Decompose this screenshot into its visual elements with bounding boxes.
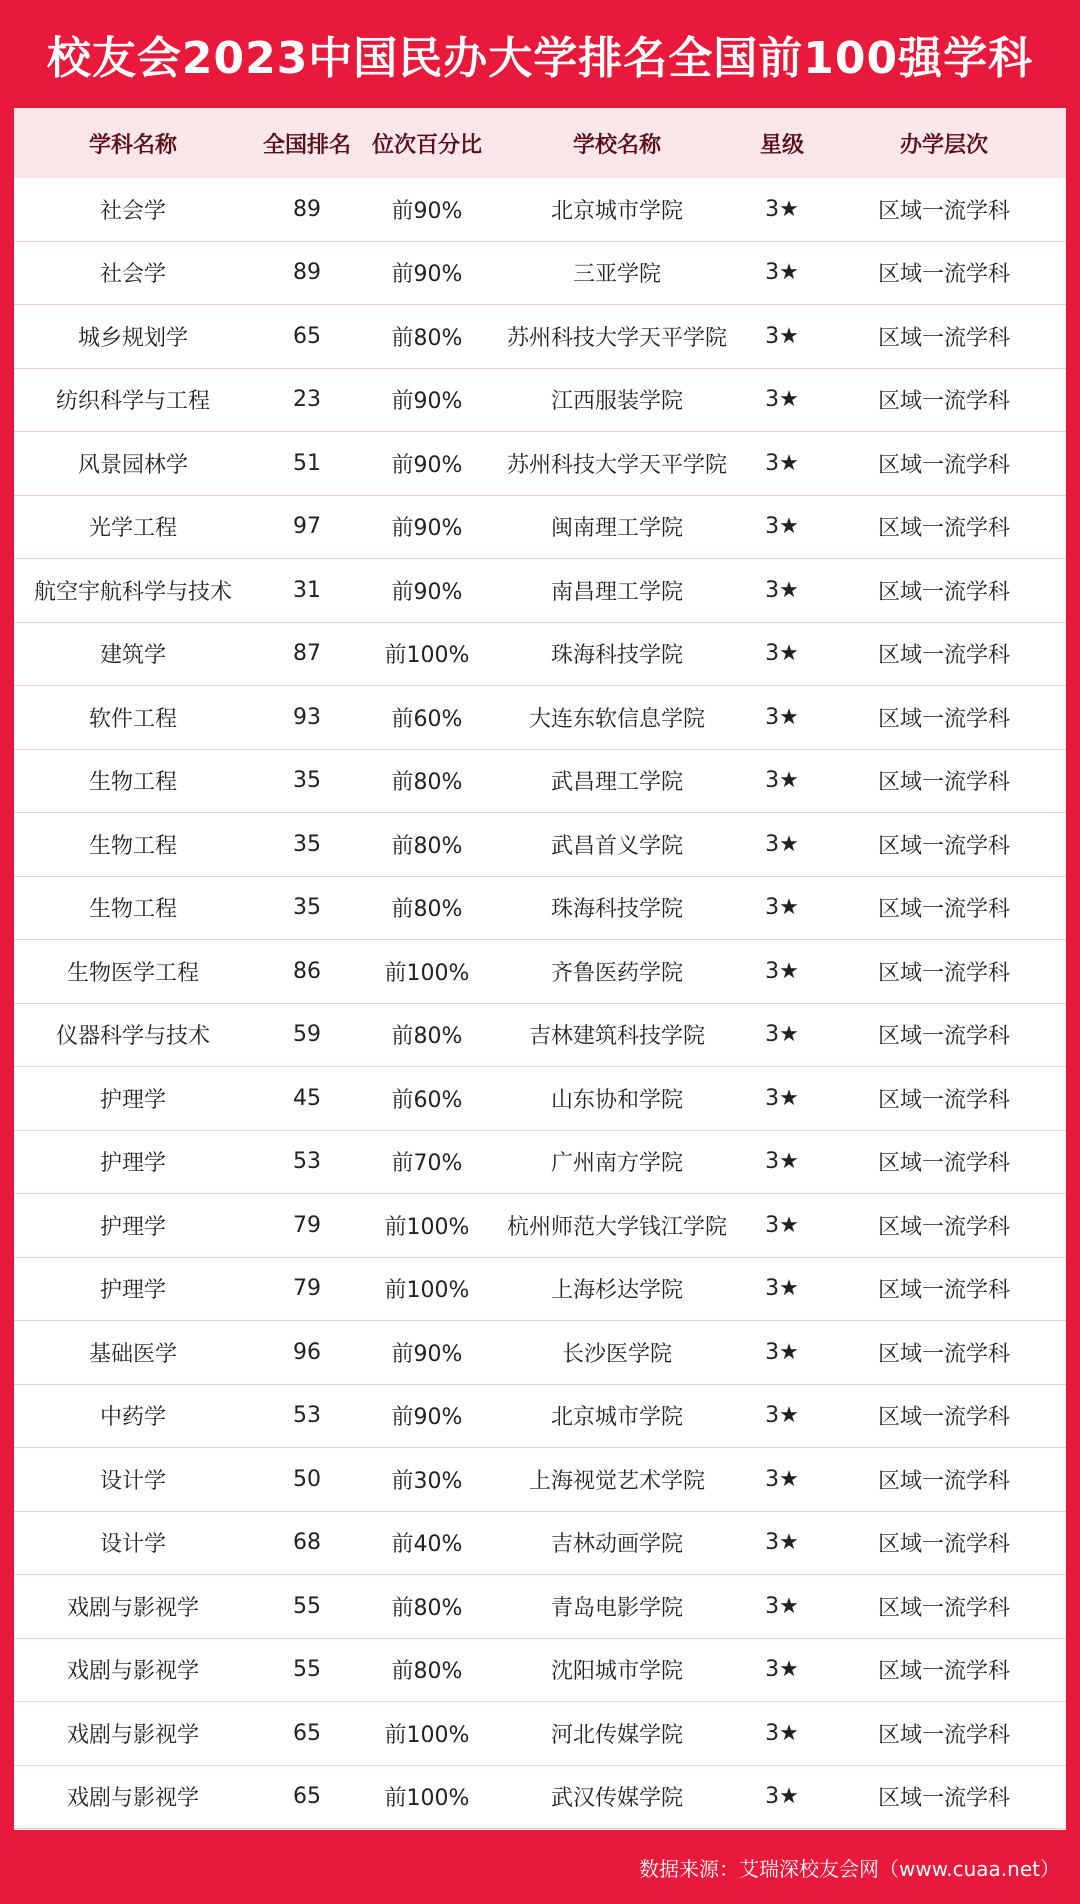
- table-row: [14, 305, 1066, 369]
- ranking-table: [14, 108, 1066, 1830]
- level-cell: 区域一流学科: [877, 1722, 1010, 1748]
- school-cell: 山东协和学院: [550, 1087, 683, 1113]
- star-cell: 3★: [765, 1466, 799, 1492]
- level-cell: 区域一流学科: [877, 1214, 1010, 1240]
- star-cell: 3★: [765, 1276, 799, 1302]
- school-cell: 珠海科技学院: [550, 643, 683, 669]
- table-row: [14, 623, 1066, 687]
- percentile-cell: 前90%: [391, 262, 463, 288]
- table-body: [14, 178, 1066, 1829]
- percentile-cell: 前100%: [384, 1722, 470, 1748]
- title-bar: [0, 0, 1080, 108]
- rank-cell: 31: [293, 577, 321, 603]
- star-cell: 3★: [765, 1784, 799, 1810]
- star-cell: 3★: [765, 196, 799, 222]
- percentile-cell: 前80%: [391, 833, 463, 859]
- rank-cell: 51: [293, 450, 321, 476]
- rank-cell: 59: [293, 1022, 321, 1048]
- data-source-note: 数据来源：艾瑞深校友会网（www.cuaa.net）: [639, 1856, 1060, 1881]
- star-cell: 3★: [765, 641, 799, 667]
- subject-cell: 生物工程: [88, 833, 177, 859]
- table-row: [14, 877, 1066, 941]
- rank-cell: 65: [293, 1720, 321, 1746]
- level-cell: 区域一流学科: [877, 1151, 1010, 1177]
- level-cell: 区域一流学科: [877, 262, 1010, 288]
- level-cell: 区域一流学科: [877, 198, 1010, 224]
- column-header-stars: 星级: [759, 132, 804, 158]
- subject-cell: 纺织科学与工程: [55, 389, 210, 415]
- level-cell: 区域一流学科: [877, 1532, 1010, 1558]
- rank-cell: 97: [293, 514, 321, 540]
- school-cell: 江西服装学院: [550, 389, 683, 415]
- star-cell: 3★: [765, 1530, 799, 1556]
- rank-cell: 65: [293, 323, 321, 349]
- table-row: [14, 940, 1066, 1004]
- table-row: [14, 559, 1066, 623]
- percentile-cell: 前100%: [384, 1786, 470, 1812]
- school-cell: 武昌理工学院: [550, 770, 683, 796]
- star-cell: 3★: [765, 1339, 799, 1365]
- school-cell: 北京城市学院: [550, 198, 683, 224]
- subject-cell: 社会学: [99, 262, 166, 288]
- subject-cell: 戏剧与影视学: [66, 1722, 199, 1748]
- school-cell: 苏州科技大学天平学院: [506, 325, 727, 351]
- school-cell: 河北传媒学院: [550, 1722, 683, 1748]
- rank-cell: 89: [293, 196, 321, 222]
- star-cell: 3★: [765, 577, 799, 603]
- percentile-cell: 前90%: [391, 452, 463, 478]
- rank-cell: 55: [293, 1593, 321, 1619]
- table-row: [14, 686, 1066, 750]
- subject-cell: 戏剧与影视学: [66, 1659, 199, 1685]
- table-row: [14, 1639, 1066, 1703]
- rank-cell: 79: [293, 1212, 321, 1238]
- level-cell: 区域一流学科: [877, 1468, 1010, 1494]
- subject-cell: 生物工程: [88, 897, 177, 923]
- table-row: [14, 1321, 1066, 1385]
- school-cell: 青岛电影学院: [550, 1595, 683, 1621]
- percentile-cell: 前60%: [391, 1087, 463, 1113]
- table-header: [14, 108, 1066, 178]
- table-row: [14, 1512, 1066, 1576]
- school-cell: 长沙医学院: [561, 1341, 672, 1367]
- school-cell: 闽南理工学院: [550, 516, 683, 542]
- table-row: [14, 1385, 1066, 1449]
- footer: [0, 1830, 1080, 1904]
- level-cell: 区域一流学科: [877, 1341, 1010, 1367]
- level-cell: 区域一流学科: [877, 389, 1010, 415]
- percentile-cell: 前80%: [391, 770, 463, 796]
- table-row: [14, 1004, 1066, 1068]
- rank-cell: 50: [293, 1466, 321, 1492]
- subject-cell: 城乡规划学: [77, 325, 188, 351]
- subject-cell: 社会学: [99, 198, 166, 224]
- school-cell: 杭州师范大学钱江学院: [506, 1214, 727, 1240]
- star-cell: 3★: [765, 450, 799, 476]
- percentile-cell: 前60%: [391, 706, 463, 732]
- level-cell: 区域一流学科: [877, 1405, 1010, 1431]
- star-cell: 3★: [765, 323, 799, 349]
- table-row: [14, 1448, 1066, 1512]
- rank-cell: 65: [293, 1784, 321, 1810]
- rank-cell: 93: [293, 704, 321, 730]
- subject-cell: 设计学: [99, 1532, 166, 1558]
- school-cell: 苏州科技大学天平学院: [506, 452, 727, 478]
- percentile-cell: 前90%: [391, 198, 463, 224]
- level-cell: 区域一流学科: [877, 1024, 1010, 1050]
- subject-cell: 基础医学: [88, 1341, 177, 1367]
- school-cell: 珠海科技学院: [550, 897, 683, 923]
- rank-cell: 89: [293, 260, 321, 286]
- level-cell: 区域一流学科: [877, 1786, 1010, 1812]
- school-cell: 沈阳城市学院: [550, 1659, 683, 1685]
- subject-cell: 仪器科学与技术: [55, 1024, 210, 1050]
- percentile-cell: 前80%: [391, 1659, 463, 1685]
- table-row: [14, 496, 1066, 560]
- rank-cell: 35: [293, 831, 321, 857]
- level-cell: 区域一流学科: [877, 452, 1010, 478]
- rank-cell: 86: [293, 958, 321, 984]
- subject-cell: 建筑学: [99, 643, 166, 669]
- star-cell: 3★: [765, 1403, 799, 1429]
- level-cell: 区域一流学科: [877, 579, 1010, 605]
- subject-cell: 戏剧与影视学: [66, 1595, 199, 1621]
- rank-cell: 23: [293, 387, 321, 413]
- table-row: [14, 1702, 1066, 1766]
- table-row: [14, 1575, 1066, 1639]
- rank-cell: 53: [293, 1149, 321, 1175]
- star-cell: 3★: [765, 958, 799, 984]
- subject-cell: 中药学: [99, 1405, 166, 1431]
- subject-cell: 航空宇航科学与技术: [33, 579, 232, 605]
- percentile-cell: 前90%: [391, 1405, 463, 1431]
- table-row: [14, 813, 1066, 877]
- level-cell: 区域一流学科: [877, 1659, 1010, 1685]
- percentile-cell: 前100%: [384, 1278, 470, 1304]
- rank-cell: 45: [293, 1085, 321, 1111]
- column-header-subject: 学科名称: [88, 132, 177, 158]
- star-cell: 3★: [765, 1657, 799, 1683]
- subject-cell: 生物医学工程: [66, 960, 199, 986]
- percentile-cell: 前100%: [384, 1214, 470, 1240]
- star-cell: 3★: [765, 387, 799, 413]
- star-cell: 3★: [765, 1085, 799, 1111]
- rank-cell: 87: [293, 641, 321, 667]
- table-row: [14, 432, 1066, 496]
- subject-cell: 护理学: [99, 1151, 166, 1177]
- column-header-national-rank: 全国排名: [262, 132, 351, 158]
- rank-cell: 35: [293, 895, 321, 921]
- school-cell: 北京城市学院: [550, 1405, 683, 1431]
- table-row: [14, 1131, 1066, 1195]
- table-row: [14, 750, 1066, 814]
- school-cell: 武汉传媒学院: [550, 1786, 683, 1812]
- table-row: [14, 242, 1066, 306]
- percentile-cell: 前70%: [391, 1151, 463, 1177]
- level-cell: 区域一流学科: [877, 706, 1010, 732]
- subject-cell: 护理学: [99, 1087, 166, 1113]
- column-header-level: 办学层次: [899, 132, 988, 158]
- percentile-cell: 前80%: [391, 897, 463, 923]
- rank-cell: 96: [293, 1339, 321, 1365]
- percentile-cell: 前100%: [384, 643, 470, 669]
- school-cell: 吉林建筑科技学院: [528, 1024, 705, 1050]
- percentile-cell: 前90%: [391, 1341, 463, 1367]
- level-cell: 区域一流学科: [877, 960, 1010, 986]
- star-cell: 3★: [765, 895, 799, 921]
- star-cell: 3★: [765, 1212, 799, 1238]
- rank-cell: 55: [293, 1657, 321, 1683]
- level-cell: 区域一流学科: [877, 1087, 1010, 1113]
- table-row: [14, 1258, 1066, 1322]
- table-row: [14, 1766, 1066, 1830]
- column-header-school: 学校名称: [572, 132, 661, 158]
- rank-cell: 79: [293, 1276, 321, 1302]
- percentile-cell: 前90%: [391, 389, 463, 415]
- subject-cell: 风景园林学: [77, 452, 188, 478]
- percentile-cell: 前90%: [391, 516, 463, 542]
- column-header-percentile: 位次百分比: [371, 132, 482, 158]
- star-cell: 3★: [765, 704, 799, 730]
- level-cell: 区域一流学科: [877, 643, 1010, 669]
- star-cell: 3★: [765, 514, 799, 540]
- percentile-cell: 前40%: [391, 1532, 463, 1558]
- school-cell: 上海杉达学院: [550, 1278, 683, 1304]
- table-row: [14, 1194, 1066, 1258]
- star-cell: 3★: [765, 1593, 799, 1619]
- star-cell: 3★: [765, 1022, 799, 1048]
- school-cell: 上海视觉艺术学院: [528, 1468, 705, 1494]
- star-cell: 3★: [765, 768, 799, 794]
- level-cell: 区域一流学科: [877, 516, 1010, 542]
- school-cell: 武昌首义学院: [550, 833, 683, 859]
- percentile-cell: 前80%: [391, 1595, 463, 1621]
- level-cell: 区域一流学科: [877, 833, 1010, 859]
- school-cell: 大连东软信息学院: [528, 706, 705, 732]
- subject-cell: 戏剧与影视学: [66, 1786, 199, 1812]
- school-cell: 三亚学院: [572, 262, 661, 288]
- percentile-cell: 前80%: [391, 1024, 463, 1050]
- percentile-cell: 前90%: [391, 579, 463, 605]
- table-row: [14, 178, 1066, 242]
- star-cell: 3★: [765, 1720, 799, 1746]
- subject-cell: 护理学: [99, 1278, 166, 1304]
- subject-cell: 光学工程: [88, 516, 177, 542]
- subject-cell: 护理学: [99, 1214, 166, 1240]
- star-cell: 3★: [765, 260, 799, 286]
- subject-cell: 生物工程: [88, 770, 177, 796]
- level-cell: 区域一流学科: [877, 770, 1010, 796]
- subject-cell: 软件工程: [88, 706, 177, 732]
- level-cell: 区域一流学科: [877, 1278, 1010, 1304]
- star-cell: 3★: [765, 1149, 799, 1175]
- table-row: [14, 369, 1066, 433]
- school-cell: 南昌理工学院: [550, 579, 683, 605]
- school-cell: 广州南方学院: [550, 1151, 683, 1177]
- rank-cell: 53: [293, 1403, 321, 1429]
- page-title: 校友会2023中国民办大学排名全国前100强学科: [46, 33, 1034, 84]
- level-cell: 区域一流学科: [877, 897, 1010, 923]
- percentile-cell: 前80%: [391, 325, 463, 351]
- percentile-cell: 前30%: [391, 1468, 463, 1494]
- rank-cell: 35: [293, 768, 321, 794]
- level-cell: 区域一流学科: [877, 1595, 1010, 1621]
- school-cell: 吉林动画学院: [550, 1532, 683, 1558]
- subject-cell: 设计学: [99, 1468, 166, 1494]
- school-cell: 齐鲁医药学院: [550, 960, 683, 986]
- percentile-cell: 前100%: [384, 960, 470, 986]
- table-row: [14, 1067, 1066, 1131]
- rank-cell: 68: [293, 1530, 321, 1556]
- star-cell: 3★: [765, 831, 799, 857]
- level-cell: 区域一流学科: [877, 325, 1010, 351]
